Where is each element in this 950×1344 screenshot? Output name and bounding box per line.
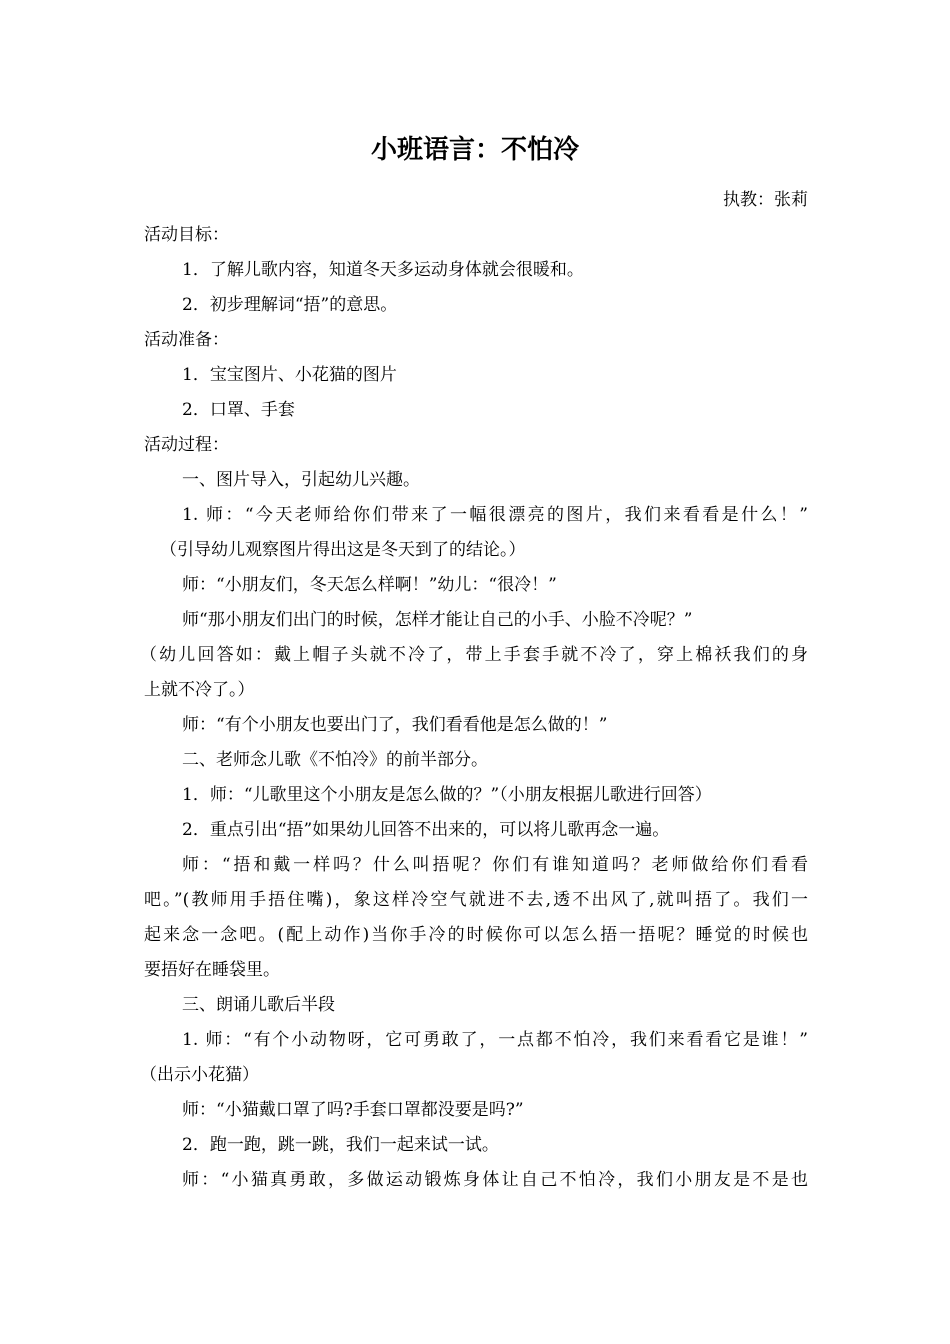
paragraph-line: 上就不冷了。） <box>144 680 255 700</box>
paragraph-line: 师“那小朋友们出门的时候，怎样才能让自己的小手、小脸不冷呢？” <box>182 610 693 630</box>
paragraph-line: 2．重点引出“捂”如果幼儿回答不出来的，可以将儿歌再念一遍。 <box>182 820 670 840</box>
section-heading-preparation: 活动准备： <box>144 330 229 350</box>
paragraph-line: 师：“小猫真勇敢，多做运动锻炼身体让自己不怕冷，我们小朋友是不是也 <box>182 1170 808 1190</box>
paragraph-line: 2．初步理解词“捂”的意思。 <box>182 295 398 315</box>
paragraph-line: 1．师：“儿歌里这个小朋友是怎么做的？”（小朋友根据儿歌进行回答） <box>182 785 712 805</box>
paragraph-line: 2．跑一跑，跳一跳，我们一起来试一试。 <box>182 1135 499 1155</box>
paragraph-line: （引导幼儿观察图片得出这是冬天到了的结论。） <box>160 540 526 560</box>
author-line: 执教：张莉 <box>723 190 808 210</box>
paragraph-line: （出示小花猫） <box>140 1065 259 1085</box>
paragraph-line: 起来念一念吧。(配上动作)当你手冷的时候你可以怎么捂一捂呢？睡觉的时候也 <box>144 925 808 945</box>
paragraph-line: 1. 师：“有个小动物呀，它可勇敢了，一点都不怕冷，我们来看看它是谁！” <box>182 1030 808 1050</box>
paragraph-line: 师：“有个小朋友也要出门了，我们看看他是怎么做的！” <box>182 715 608 735</box>
paragraph-line: 师：“小朋友们，冬天怎么样啊！”幼儿：“很冷！” <box>182 575 557 595</box>
section-heading-process: 活动过程： <box>144 435 229 455</box>
paragraph-line: 2．口罩、手套 <box>182 400 295 420</box>
paragraph-line: 师：“小猫戴口罩了吗?手套口罩都没要是吗?” <box>182 1100 524 1120</box>
document-title: 小班语言：不怕冷 <box>370 135 579 165</box>
paragraph-line: 三、朗诵儿歌后半段 <box>182 995 335 1015</box>
paragraph-line: 吧。”(教师用手捂住嘴)，象这样冷空气就进不去,透不出风了,就叫捂了。我们一 <box>144 890 808 910</box>
paragraph-line: 1. 师：“今天老师给你们带来了一幅很漂亮的图片，我们来看看是什么！” <box>182 505 808 525</box>
paragraph-line: 1．宝宝图片、小花猫的图片 <box>182 365 397 385</box>
section-heading-goals: 活动目标： <box>144 225 229 245</box>
paragraph-line: （幼儿回答如：戴上帽子头就不冷了，带上手套手就不冷了，穿上棉袄我们的身 <box>140 645 808 665</box>
paragraph-line: 1．了解儿歌内容，知道冬天多运动身体就会很暖和。 <box>182 260 584 280</box>
paragraph-line: 二、老师念儿歌《不怕冷》的前半部分。 <box>182 750 488 770</box>
paragraph-line: 一、图片导入，引起幼儿兴趣。 <box>182 470 420 490</box>
paragraph-line: 要捂好在睡袋里。 <box>144 960 280 980</box>
paragraph-line: 师：“捂和戴一样吗？什么叫捂呢？你们有谁知道吗？老师做给你们看看 <box>182 855 808 875</box>
